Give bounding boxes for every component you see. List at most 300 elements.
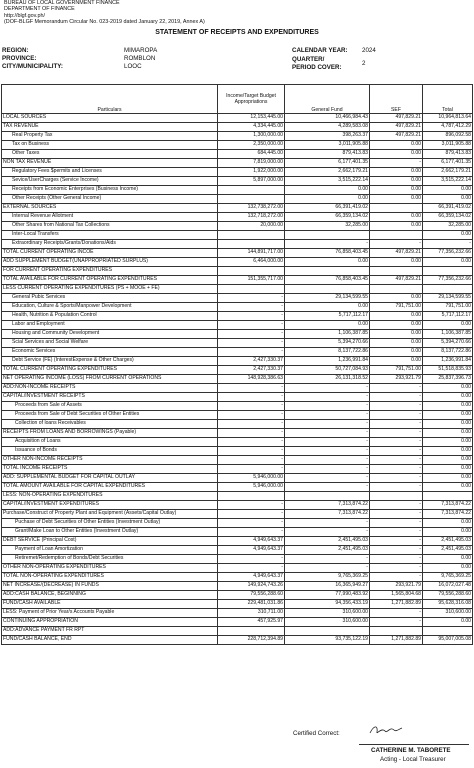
total-cell — [423, 285, 473, 294]
table-row — [2, 375, 473, 384]
row-label: CAPITAL/INVESTMENT RECEIPTS — [2, 393, 218, 402]
general-fund-cell: - — [285, 420, 370, 429]
table-row — [2, 537, 473, 546]
row-label: LESS: Payment of Prior Year/s Accounts Payable — [2, 609, 218, 618]
row-label: LESS: NON-OPERATING EXPENDITURES — [2, 492, 218, 501]
row-label: RECEIPTS FROM LOANS AND BORROWINGS (Payable) — [2, 429, 218, 438]
general-fund-cell: - — [285, 438, 370, 447]
general-fund-cell: - — [285, 384, 370, 393]
budget-cell: - — [218, 528, 285, 537]
general-fund-cell: 0.00 — [285, 258, 370, 267]
sef-cell — [370, 204, 423, 213]
sef-cell: - — [370, 564, 423, 573]
total-cell: 0.00 — [423, 519, 473, 528]
sef-cell: - — [370, 411, 423, 420]
statement-table — [1, 84, 473, 645]
general-fund-cell — [285, 627, 370, 636]
total-cell: 0.00 — [423, 231, 473, 240]
general-fund-cell: - — [285, 465, 370, 474]
total-cell: 0.00 — [423, 564, 473, 573]
total-cell: 0.00 — [423, 474, 473, 483]
total-cell: 791,751.00 — [423, 303, 473, 312]
sef-cell: 0.00 — [370, 150, 423, 159]
total-cell: 10,964,813.64 — [423, 114, 473, 123]
row-label: Acquisition of Loans — [2, 438, 218, 447]
budget-cell: 2,427,330.37 — [218, 357, 285, 366]
sef-cell: - — [370, 438, 423, 447]
table-row — [2, 159, 473, 168]
year-value: 2024 — [362, 47, 376, 54]
table-row — [2, 474, 473, 483]
sef-cell: 791,751.00 — [370, 366, 423, 375]
table-row — [2, 501, 473, 510]
budget-cell: 4,949,643.37 — [218, 546, 285, 555]
budget-cell: - — [218, 312, 285, 321]
row-label: Inter-Local Transfers — [2, 231, 218, 240]
row-label: Grant/Make Loan to Other Entities (Investment Outlay) — [2, 528, 218, 537]
sef-cell — [370, 492, 423, 501]
total-cell: 77,356,232.66 — [423, 249, 473, 258]
table-row — [2, 600, 473, 609]
sef-cell — [370, 285, 423, 294]
budget-cell: - — [218, 402, 285, 411]
general-fund-cell: 76,858,403.45 — [285, 276, 370, 285]
sef-cell: - — [370, 465, 423, 474]
table-row — [2, 276, 473, 285]
general-fund-cell: - — [285, 402, 370, 411]
total-cell: 0.00 — [423, 195, 473, 204]
budget-cell: 5,946,000.00 — [218, 474, 285, 483]
general-fund-cell: 7,313,874.22 — [285, 510, 370, 519]
total-cell: 0.00 — [423, 411, 473, 420]
budget-cell: 132,738,272.00 — [218, 204, 285, 213]
city-value: LOOC — [124, 63, 142, 70]
row-label: Internal Revenue Allotment — [2, 213, 218, 222]
table-row — [2, 222, 473, 231]
total-cell: 6,177,401.35 — [423, 159, 473, 168]
general-fund-cell: - — [285, 555, 370, 564]
row-label: OTHER NON-OPERATING EXPENDITURES — [2, 564, 218, 573]
budget-cell: 457,925.97 — [218, 618, 285, 627]
sef-cell: 0.00 — [370, 357, 423, 366]
general-fund-cell — [285, 492, 370, 501]
budget-cell: - — [218, 420, 285, 429]
total-cell: 79,556,288.60 — [423, 591, 473, 600]
total-cell: 5,394,270.66 — [423, 339, 473, 348]
sef-cell: - — [370, 456, 423, 465]
sef-cell: 0.00 — [370, 195, 423, 204]
general-fund-cell: - — [285, 474, 370, 483]
sef-cell: 791,751.00 — [370, 303, 423, 312]
table-header-row — [2, 85, 473, 114]
row-label: TOTAL AVAILABLE FOR CURRENT OPERATING EXPENDITURES — [2, 276, 218, 285]
table-row — [2, 420, 473, 429]
total-cell: 95,007,005.08 — [423, 636, 473, 645]
total-cell: 3,011,905.88 — [423, 141, 473, 150]
total-cell: 1,236,991.84 — [423, 357, 473, 366]
budget-cell: - — [218, 384, 285, 393]
general-fund-cell: 2,451,495.03 — [285, 546, 370, 555]
sef-cell: 0.00 — [370, 213, 423, 222]
table-row — [2, 114, 473, 123]
sef-cell: - — [370, 546, 423, 555]
budget-cell: 5,946,000.00 — [218, 483, 285, 492]
column-header-particulars: Particulars — [2, 85, 218, 114]
table-row — [2, 258, 473, 267]
row-label: Regulatory Fees $permits and Licenses — [2, 168, 218, 177]
budget-cell: 149,924,743.26 — [218, 582, 285, 591]
table-row — [2, 195, 473, 204]
general-fund-cell: 66,391,419.02 — [285, 204, 370, 213]
general-fund-cell: 26,131,318.52 — [285, 375, 370, 384]
statement-rows — [2, 114, 473, 645]
table-row — [2, 330, 473, 339]
department-name: DEPARTMENT OF FINANCE — [4, 6, 75, 13]
table-row — [2, 636, 473, 645]
general-fund-cell: 76,858,403.45 — [285, 249, 370, 258]
general-fund-cell: - — [285, 528, 370, 537]
total-cell: 0.00 — [423, 429, 473, 438]
total-cell: 310,600.00 — [423, 609, 473, 618]
table-row — [2, 294, 473, 303]
sef-cell: - — [370, 402, 423, 411]
general-fund-cell: 1,236,991.84 — [285, 357, 370, 366]
region-label: REGION: — [2, 47, 29, 54]
table-row — [2, 438, 473, 447]
budget-cell: - — [218, 321, 285, 330]
sef-cell: 497,829.21 — [370, 132, 423, 141]
table-row — [2, 546, 473, 555]
budget-cell: 5,897,000.00 — [218, 177, 285, 186]
table-row — [2, 204, 473, 213]
row-label: LOCAL SOURCES — [2, 114, 218, 123]
table-row — [2, 357, 473, 366]
general-fund-cell: - — [285, 393, 370, 402]
row-label: TOTAL NON-OPERATING EXPENDITURES — [2, 573, 218, 582]
total-cell — [423, 627, 473, 636]
sef-cell: 0.00 — [370, 186, 423, 195]
budget-cell — [218, 240, 285, 249]
total-cell: 7,313,874.22 — [423, 510, 473, 519]
row-label: Tax on Business — [2, 141, 218, 150]
total-cell: 2,451,495.03 — [423, 546, 473, 555]
budget-cell: - — [218, 303, 285, 312]
report-header — [4, 0, 205, 25]
total-cell: 0.00 — [423, 555, 473, 564]
row-label: Purchase/Construct of Property Plant and Equipment (Assets/Capital Outlay) — [2, 510, 218, 519]
row-label: General Pubic Services — [2, 294, 218, 303]
total-cell: 0.00 — [423, 618, 473, 627]
general-fund-cell: 879,413.83 — [285, 150, 370, 159]
row-label: Health, Nutrition & Population Control — [2, 312, 218, 321]
city-label: CITY/MUNICIPALITY: — [2, 63, 63, 70]
row-label: Other Receipts (Other General Income) — [2, 195, 218, 204]
circular-reference: (DOF-BLGF Memorandum Circular No. 023-2019 dated January 22, 2019, Annex A) — [4, 18, 205, 25]
budget-cell: - — [218, 447, 285, 456]
budget-cell: - — [218, 555, 285, 564]
total-cell — [423, 267, 473, 276]
row-label: Extraordinary Receipts/Grants/Donations/Aids — [2, 240, 218, 249]
table-row — [2, 465, 473, 474]
total-cell: 0.00 — [423, 402, 473, 411]
table-row — [2, 339, 473, 348]
row-label: TAX REVENUE — [2, 123, 218, 132]
general-fund-cell: - — [285, 429, 370, 438]
total-cell: 0.00 — [423, 528, 473, 537]
year-label: CALENDAR YEAR: — [292, 47, 348, 54]
sef-cell — [370, 627, 423, 636]
quarter-label: QUARTER/ — [292, 56, 325, 63]
table-row — [2, 303, 473, 312]
table-row — [2, 618, 473, 627]
budget-cell — [218, 195, 285, 204]
sef-cell: 497,829.21 — [370, 114, 423, 123]
row-label: OTHER NON-INCOME RECEIPTS — [2, 456, 218, 465]
total-cell: 896,092.58 — [423, 132, 473, 141]
column-header-general-fund: General Fund — [285, 85, 370, 114]
general-fund-cell: 66,359,134.02 — [285, 213, 370, 222]
row-label: Housing and Community Development — [2, 330, 218, 339]
row-label: Real Property Tax — [2, 132, 218, 141]
row-label: TOTAL CURRENT OPERATING INCOE — [2, 249, 218, 258]
general-fund-cell: 6,177,401.35 — [285, 159, 370, 168]
sef-cell: - — [370, 510, 423, 519]
row-label: Economic Services — [2, 348, 218, 357]
province-label: PROVINCE: — [2, 55, 37, 62]
sef-cell: 0.00 — [370, 141, 423, 150]
table-row — [2, 213, 473, 222]
sef-cell: 0.00 — [370, 258, 423, 267]
general-fund-cell: 9,765,369.25 — [285, 573, 370, 582]
sef-cell: 0.00 — [370, 330, 423, 339]
budget-cell: - — [218, 564, 285, 573]
general-fund-cell: 0.00 — [285, 321, 370, 330]
table-row — [2, 519, 473, 528]
table-row — [2, 267, 473, 276]
total-cell: 51,518,835.93 — [423, 366, 473, 375]
budget-cell: 2,427,330.37 — [218, 366, 285, 375]
sef-cell: - — [370, 483, 423, 492]
total-cell: - — [423, 240, 473, 249]
row-label: Labor and Employment — [2, 321, 218, 330]
sef-cell: 0.00 — [370, 348, 423, 357]
general-fund-cell: - — [285, 519, 370, 528]
general-fund-cell: 3,011,905.88 — [285, 141, 370, 150]
row-label: FOR CURRENT OPERATING EXPENDITURES — [2, 267, 218, 276]
total-cell: 0.00 — [423, 384, 473, 393]
budget-cell: 1,300,000.00 — [218, 132, 285, 141]
row-label: Issuance of Bonds — [2, 447, 218, 456]
row-label: ADD:CASH BALANCE, BEGINNING — [2, 591, 218, 600]
row-label: Debt Service (FE) (InterestExpense & Other Charges) — [2, 357, 218, 366]
general-fund-cell: 50,727,084.93 — [285, 366, 370, 375]
total-cell: 32,285.00 — [423, 222, 473, 231]
total-cell — [423, 492, 473, 501]
column-header-budget: Income/Target Budget Appropriations — [218, 85, 285, 114]
sef-cell: 0.00 — [370, 294, 423, 303]
general-fund-cell: 398,263.37 — [285, 132, 370, 141]
general-fund-cell: 32,285.00 — [285, 222, 370, 231]
budget-cell: 684,445.00 — [218, 150, 285, 159]
row-label: Proceeds from Sale of Assets — [2, 402, 218, 411]
budget-cell: 4,949,643.37 — [218, 537, 285, 546]
signature-mark — [368, 723, 404, 737]
total-cell: 0.00 — [423, 321, 473, 330]
sef-cell: - — [370, 420, 423, 429]
signer-name: CATHERINE M. TABORETE — [371, 747, 451, 754]
row-label: TOTAL INCOME RECEIPTS — [2, 465, 218, 474]
row-label: CONTINUING APPROPRIATION — [2, 618, 218, 627]
sef-cell: - — [370, 429, 423, 438]
budget-cell: 310,711.00 — [218, 609, 285, 618]
total-cell: 4,787,412.29 — [423, 123, 473, 132]
agency-name: BUREAU OF LOCAL GOVERNMENT FINANCE — [4, 0, 120, 6]
general-fund-cell: 5,394,270.66 — [285, 339, 370, 348]
sef-cell: 0.00 — [370, 168, 423, 177]
sef-cell: - — [370, 555, 423, 564]
budget-cell: - — [218, 348, 285, 357]
general-fund-cell: 2,662,179.21 — [285, 168, 370, 177]
general-fund-cell: 5,717,112.17 — [285, 312, 370, 321]
table-row — [2, 186, 473, 195]
table-row — [2, 168, 473, 177]
total-cell: 0.00 — [423, 420, 473, 429]
total-cell: 77,356,232.66 — [423, 276, 473, 285]
budget-cell: 7,819,000.00 — [218, 159, 285, 168]
budget-cell: 6,464,000.00 — [218, 258, 285, 267]
sef-cell: 497,829.21 — [370, 249, 423, 258]
budget-cell — [218, 231, 285, 240]
general-fund-cell: 2,451,495.03 — [285, 537, 370, 546]
table-row — [2, 150, 473, 159]
table-row — [2, 555, 473, 564]
table-row — [2, 393, 473, 402]
budget-cell: - — [218, 465, 285, 474]
budget-cell — [218, 627, 285, 636]
sef-cell: - — [370, 519, 423, 528]
row-label: Payment of Loan Amortization — [2, 546, 218, 555]
table-row — [2, 429, 473, 438]
province-value: ROMBLON — [124, 55, 156, 62]
sef-cell: - — [370, 384, 423, 393]
table-row — [2, 348, 473, 357]
table-row — [2, 528, 473, 537]
total-cell: 0.00 — [423, 186, 473, 195]
row-label: NET INCREASE/(DECREASE) IN FUNDS — [2, 582, 218, 591]
table-row — [2, 141, 473, 150]
budget-cell — [218, 492, 285, 501]
table-row — [2, 312, 473, 321]
general-fund-cell: 310,600.00 — [285, 618, 370, 627]
table-row — [2, 411, 473, 420]
total-cell: 0.00 — [423, 465, 473, 474]
row-label: TOTAL AMOUNT AVAILABLE FOR CAPITAL EXPENDITURES — [2, 483, 218, 492]
row-label: NON TAX REVENUE — [2, 159, 218, 168]
sef-cell: 293,921.79 — [370, 582, 423, 591]
general-fund-cell: 8,137,722.86 — [285, 348, 370, 357]
sef-cell: 0.00 — [370, 177, 423, 186]
row-label: Scial Services and Social Welfare — [2, 339, 218, 348]
row-label: NET OPERATING INCOME (LOSS) FROM CURRENT OPERATIONS — [2, 375, 218, 384]
sef-cell: - — [370, 240, 423, 249]
sef-cell: 0.00 — [370, 312, 423, 321]
sef-cell: - — [370, 501, 423, 510]
total-cell: 8,137,722.86 — [423, 348, 473, 357]
table-row — [2, 564, 473, 573]
row-label: LESS CURRENT OPERATING EXPENDITURES (PS + MOOE + FE) — [2, 285, 218, 294]
sef-cell: 293,921.79 — [370, 375, 423, 384]
sef-cell — [370, 267, 423, 276]
total-cell: 0.00 — [423, 483, 473, 492]
row-label: EXTERNAL SOURCES — [2, 204, 218, 213]
sef-cell: 497,829.21 — [370, 276, 423, 285]
general-fund-cell: 7,313,874.22 — [285, 501, 370, 510]
row-label: Puchase of Debt Securities of Other Entities (Investment Outlay) — [2, 519, 218, 528]
total-cell: 66,391,419.02 — [423, 204, 473, 213]
budget-cell: - — [218, 393, 285, 402]
sef-cell: 1,271,882.89 — [370, 600, 423, 609]
row-label: Retiremet/Redemption of Bonds/Debt Securities — [2, 555, 218, 564]
budget-cell — [218, 186, 285, 195]
agency-url: http://blgf.gov.ph/ — [4, 12, 45, 19]
row-label: Receipts from Economic Enterprises (Business Income) — [2, 186, 218, 195]
general-fund-cell — [285, 231, 370, 240]
sef-cell: 0.00 — [370, 339, 423, 348]
general-fund-cell: 77,990,483.92 — [285, 591, 370, 600]
quarter-value: 2 — [362, 60, 366, 67]
certified-label: Certified Correct: — [293, 730, 340, 737]
budget-cell: 144,891,717.00 — [218, 249, 285, 258]
general-fund-cell: - — [285, 411, 370, 420]
row-label: DEBT SERVICE (Principal Cost) — [2, 537, 218, 546]
budget-cell — [218, 285, 285, 294]
budget-cell: 4,334,445.00 — [218, 123, 285, 132]
sef-cell: 0.00 — [370, 222, 423, 231]
sef-cell: - — [370, 447, 423, 456]
table-row — [2, 492, 473, 501]
table-row — [2, 573, 473, 582]
general-fund-cell: 16,365,949.27 — [285, 582, 370, 591]
sef-cell: - — [370, 609, 423, 618]
table-row — [2, 483, 473, 492]
sef-cell: 1,271,882.89 — [370, 636, 423, 645]
row-label: TOTAL CURRENT OPERATING EXPENDITURES — [2, 366, 218, 375]
table-row — [2, 609, 473, 618]
budget-cell: 20,000.00 — [218, 222, 285, 231]
table-row — [2, 321, 473, 330]
general-fund-cell — [285, 267, 370, 276]
general-fund-cell: 0.00 — [285, 186, 370, 195]
total-cell: 2,451,495.03 — [423, 537, 473, 546]
region-value: MIMAROPA — [124, 47, 158, 54]
total-cell: 0.00 — [423, 447, 473, 456]
general-fund-cell: 29,134,599.55 — [285, 294, 370, 303]
table-row — [2, 627, 473, 636]
table-row — [2, 231, 473, 240]
sef-cell: - — [370, 537, 423, 546]
sef-cell: - — [370, 573, 423, 582]
budget-cell: 228,712,394.89 — [218, 636, 285, 645]
signature-line — [359, 744, 469, 745]
table-row — [2, 384, 473, 393]
total-cell: 29,134,599.55 — [423, 294, 473, 303]
total-cell: 7,313,874.22 — [423, 501, 473, 510]
general-fund-cell: 1,106,387.85 — [285, 330, 370, 339]
budget-cell: 12,153,445.00 — [218, 114, 285, 123]
table-row — [2, 582, 473, 591]
row-label: Other Taxes — [2, 150, 218, 159]
total-cell: 879,413.83 — [423, 150, 473, 159]
